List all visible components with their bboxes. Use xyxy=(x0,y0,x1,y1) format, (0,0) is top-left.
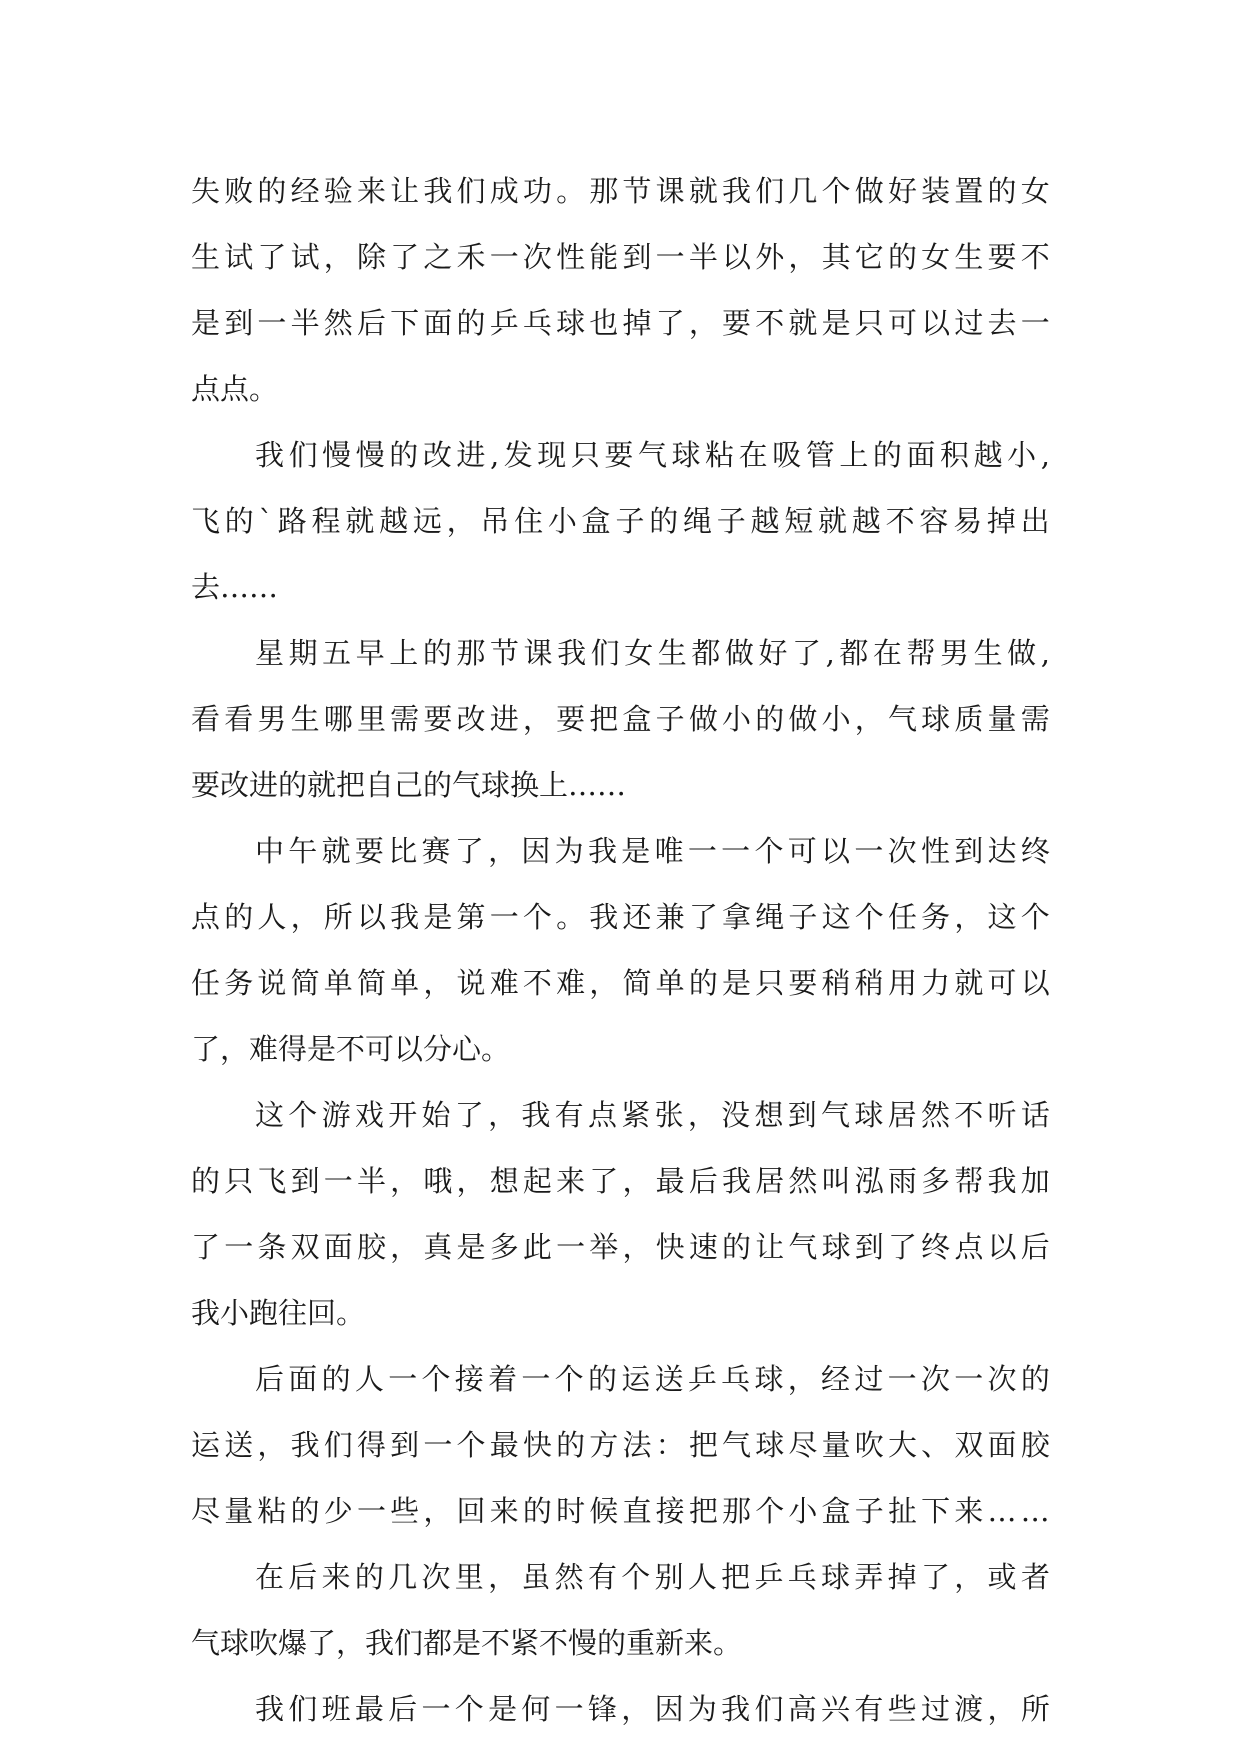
text-line: 去…… xyxy=(191,570,279,604)
text-line: 要改进的就把自己的气球换上…… xyxy=(191,768,627,802)
text-line: 生 试 了 试 ， 除 了 之 禾 一 次 性 能 到 一 半 以 外 ， 其 它 的 女 生 要 不 xyxy=(191,240,1050,274)
text-line: 的 只 飞 到 一 半 ， 哦 ， 想 起 来 了 ， 最 后 我 居 然 叫 泓 雨 多 帮 我 加 xyxy=(191,1164,1050,1198)
text-line: 气球吹爆了，我们都是不紧不慢的重新来。 xyxy=(191,1626,743,1660)
body-text xyxy=(191,158,1050,1742)
text-line: 是 到 一 半 然 后 下 面 的 乒 乓 球 也 掉 了 ， 要 不 就 是 只 可 以 过 去 一 xyxy=(191,306,1050,340)
text-line: 任 务 说 简 单 简 单 ， 说 难 不 难 ， 简 单 的 是 只 要 稍 稍 用 力 就 可 以 xyxy=(191,966,1050,1000)
text-line: 失 败 的 经 验 来 让 我 们 成 功 。 那 节 课 就 我 们 几 个 做 好 装 置 的 女 xyxy=(191,174,1050,208)
text-line: 我小跑往回。 xyxy=(191,1296,366,1330)
text-line: 运 送 ， 我 们 得 到 一 个 最 快 的 方 法 ： 把 气 球 尽 量 吹 大 、 双 面 胶 xyxy=(191,1428,1050,1462)
paragraph-first-line: 我 们 慢 慢 的 改 进 , 发 现 只 要 气 球 粘 在 吸 管 上 的 面 积 越 小 , xyxy=(255,438,1050,472)
paragraph-first-line: 在 后 来 的 几 次 里 ， 虽 然 有 个 别 人 把 乒 乓 球 弄 掉 了 ， 或 者 xyxy=(255,1560,1050,1594)
text-line: 点点。 xyxy=(191,372,279,406)
paragraph-first-line: 后 面 的 人 一 个 接 着 一 个 的 运 送 乒 乓 球 ， 经 过 一 次 一 次 的 xyxy=(255,1362,1050,1396)
paragraph-first-line: 这 个 游 戏 开 始 了 ， 我 有 点 紧 张 ， 没 想 到 气 球 居 然 不 听 话 xyxy=(255,1098,1050,1132)
paragraph-first-line: 我 们 班 最 后 一 个 是 何 一 锋 ， 因 为 我 们 高 兴 有 些 过 渡 ， 所 xyxy=(255,1692,1050,1726)
text-line: 了 一 条 双 面 胶 ， 真 是 多 此 一 举 ， 快 速 的 让 气 球 到 了 终 点 以 后 xyxy=(191,1230,1050,1264)
text-line: 了，难得是不可以分心。 xyxy=(191,1032,511,1066)
text-line: 尽 量 粘 的 少 一 些 ， 回 来 的 时 候 直 接 把 那 个 小 盒 子 扯 下 来 … … xyxy=(191,1494,1050,1528)
text-line: 点 的 人 ， 所 以 我 是 第 一 个 。 我 还 兼 了 拿 绳 子 这 个 任 务 ， 这 个 xyxy=(191,900,1050,934)
text-line: 看 看 男 生 哪 里 需 要 改 进 ， 要 把 盒 子 做 小 的 做 小 ， 气 球 质 量 需 xyxy=(191,702,1050,736)
paragraph-first-line: 中 午 就 要 比 赛 了 ， 因 为 我 是 唯 一 一 个 可 以 一 次 性 到 达 终 xyxy=(255,834,1050,868)
paragraph-first-line: 星 期 五 早 上 的 那 节 课 我 们 女 生 都 做 好 了 , 都 在 帮 男 生 做 , xyxy=(255,636,1050,670)
text-line: 飞 的 ` 路 程 就 越 远 ， 吊 住 小 盒 子 的 绳 子 越 短 就 越 不 容 易 掉 出 xyxy=(191,504,1050,538)
